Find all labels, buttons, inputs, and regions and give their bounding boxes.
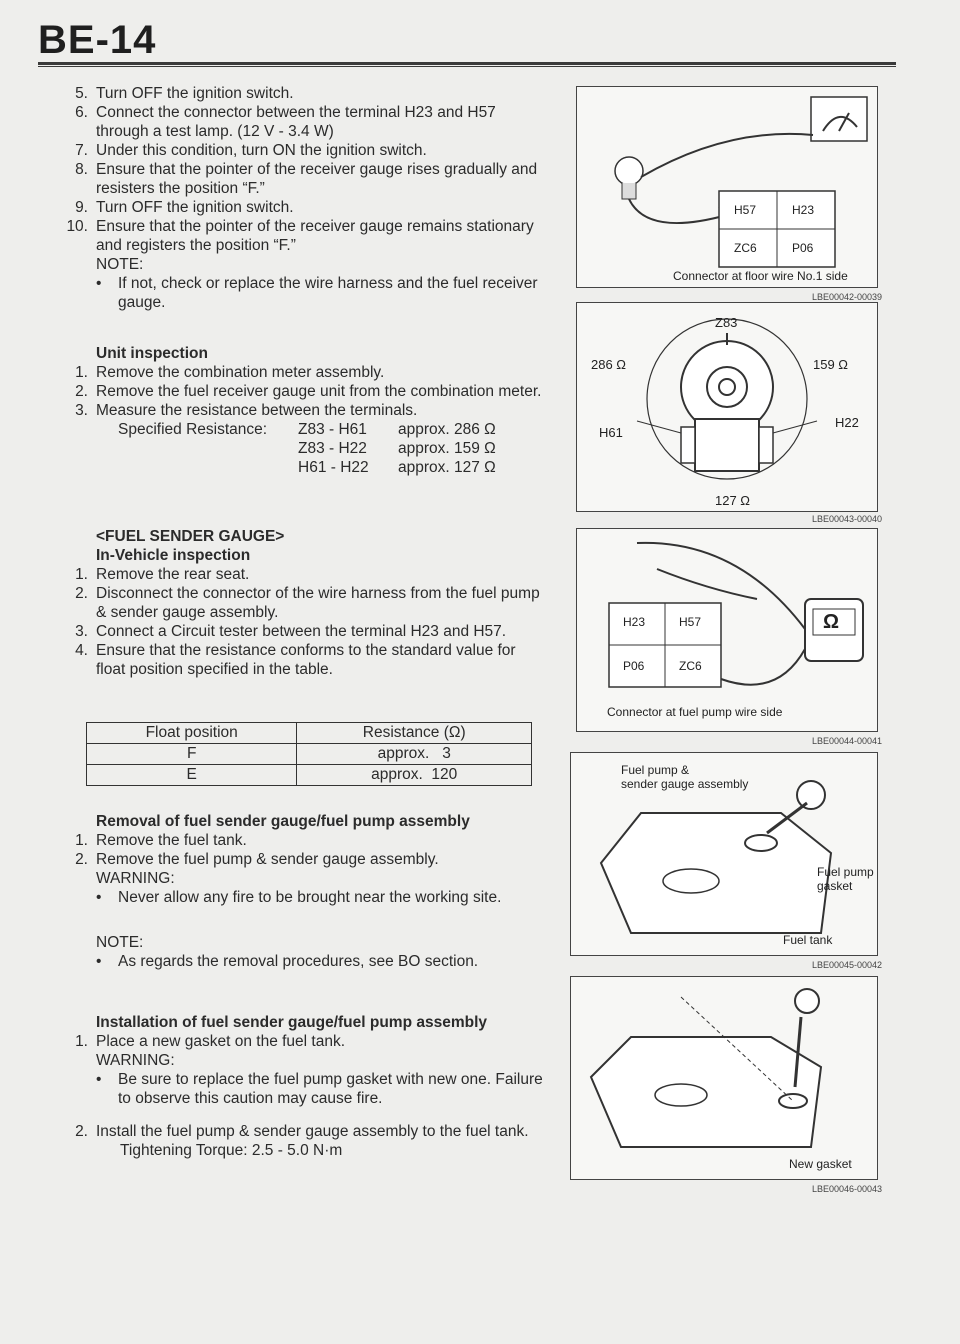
- fuel-sender-section: [58, 527, 548, 679]
- table-cell: F: [87, 744, 297, 765]
- sender-step-1: 1. Remove the rear seat.: [75, 566, 250, 583]
- table-cell: approx. 3: [297, 744, 532, 765]
- float-resistance-table: [86, 722, 532, 786]
- note-label: NOTE:: [96, 256, 144, 273]
- spec-pair-3: H61 - H22: [298, 459, 369, 476]
- terminal-label: Z83: [715, 315, 738, 330]
- warning-label: WARNING:: [96, 1052, 175, 1069]
- table-cell: E: [87, 765, 297, 786]
- warning-bullet: • Never allow any fire to be brought near the working site.: [96, 889, 502, 906]
- header-rule-thin: [38, 66, 896, 67]
- table-cell: approx. 120: [297, 765, 532, 786]
- spec-pair-2: Z83 - H22: [298, 440, 367, 457]
- installation-title: Installation of fuel sender gauge/fuel pump assembly: [96, 1014, 488, 1031]
- connector-cell: ZC6: [734, 241, 757, 255]
- note-bullet: • If not, check or replace the wire harness and the fuel receiver gauge.: [96, 275, 538, 311]
- callout-label: Fuel pump: [817, 865, 874, 879]
- sender-step-4: 4. Ensure that the resistance conforms to the standard value for float position specified in the table.: [75, 642, 516, 678]
- figure-caption: Connector at fuel pump wire side: [607, 705, 783, 719]
- spec-value-1: approx. 286 Ω: [398, 421, 496, 438]
- install-step-2: 2. Install the fuel pump & sender gauge assembly to the fuel tank.: [75, 1123, 529, 1140]
- ignition-steps: [58, 84, 548, 312]
- removal-step-2: 2. Remove the fuel pump & sender gauge assembly.: [75, 851, 439, 868]
- callout-label: New gasket: [789, 1157, 852, 1171]
- table-header: Resistance (Ω): [297, 723, 532, 744]
- sender-step-3: 3. Connect a Circuit tester between the terminal H23 and H57.: [75, 623, 507, 640]
- gasket-install-diagram: [571, 977, 877, 1179]
- test-lamp-icon: [615, 157, 643, 185]
- note-label: NOTE:: [96, 934, 144, 951]
- figure-code: LBE00045-00042: [812, 960, 883, 970]
- ohm-icon: Ω: [823, 611, 840, 633]
- figure-pump-connector: [576, 528, 878, 732]
- callout-label: gasket: [817, 879, 853, 893]
- unit-step-1: 1. Remove the combination meter assembly.: [75, 364, 385, 381]
- unit-inspection-title: Unit inspection: [96, 345, 208, 362]
- gauge-unit-diagram: [577, 303, 877, 511]
- step-8: 8. Ensure that the pointer of the receiver gauge rises gradually and resisters the position “F.”: [75, 161, 538, 197]
- unit-inspection: [58, 344, 548, 477]
- torque-spec: Tightening Torque: 2.5 - 5.0 N·m: [120, 1142, 343, 1159]
- unit-step-2: 2. Remove the fuel receiver gauge unit from the combination meter.: [75, 383, 542, 400]
- resistance-label: 159 Ω: [813, 357, 849, 372]
- figure-floor-connector: [576, 86, 878, 288]
- figure-caption: Connector at floor wire No.1 side: [673, 269, 848, 283]
- step-10: 10. Ensure that the pointer of the receiver gauge remains stationary and registers the position “F.”: [66, 218, 534, 254]
- figure-meter-gauge: [576, 302, 878, 512]
- spec-resistance-table: [58, 420, 548, 477]
- figure-new-gasket: [570, 976, 878, 1180]
- spec-value-2: approx. 159 Ω: [398, 440, 496, 457]
- figure-code: LBE00044-00041: [812, 736, 883, 746]
- terminal-label: H61: [599, 425, 623, 440]
- step-6: 6. Connect the connector between the terminal H23 and H57 through a test lamp. (12 V - 3.4 W): [75, 104, 496, 140]
- unit-step-3: 3. Measure the resistance between the terminals.: [75, 402, 418, 419]
- install-step-1: 1. Place a new gasket on the fuel tank.: [75, 1033, 346, 1050]
- connector-diagram: [577, 87, 877, 287]
- callout-label: Fuel pump &: [621, 763, 690, 777]
- fuel-sender-title: <FUEL SENDER GAUGE>: [96, 528, 285, 545]
- resistance-label: 286 Ω: [591, 357, 627, 372]
- connector-cell: H57: [679, 615, 702, 629]
- connector-cell: H23: [792, 203, 815, 217]
- callout-label: Fuel tank: [783, 933, 833, 947]
- gauge-icon: [811, 97, 867, 141]
- spec-pair-1: Z83 - H61: [298, 421, 367, 438]
- step-7: 7. Under this condition, turn ON the ignition switch.: [75, 142, 427, 159]
- table-header-row: [87, 723, 532, 744]
- table-row: [87, 744, 532, 765]
- header-rule: [38, 62, 896, 65]
- sender-step-2: 2. Disconnect the connector of the wire harness from the fuel pump & sender gauge assembly.: [75, 585, 540, 621]
- connector-cell: ZC6: [679, 659, 702, 673]
- removal-section: [58, 812, 548, 971]
- spec-label: Specified Resistance:: [118, 421, 268, 438]
- table-row: [87, 765, 532, 786]
- connector-cell: P06: [623, 659, 645, 673]
- connector-cell: P06: [792, 241, 814, 255]
- terminal-label: H22: [835, 415, 859, 430]
- figure-code: LBE00043-00040: [812, 514, 883, 524]
- installation-section: [58, 1013, 548, 1160]
- fuel-tank-shape: [601, 813, 831, 933]
- warning-bullet: • Be sure to replace the fuel pump gasket with new one. Failure to observe this caution may cause fire.: [96, 1071, 543, 1107]
- removal-title: Removal of fuel sender gauge/fuel pump assembly: [96, 813, 470, 830]
- connector-cell: H57: [734, 203, 757, 217]
- callout-label: sender gauge assembly: [621, 777, 749, 791]
- page-id: BE-14: [38, 18, 157, 62]
- step-5: 5. Turn OFF the ignition switch.: [75, 85, 294, 102]
- step-9: 9. Turn OFF the ignition switch.: [75, 199, 294, 216]
- removal-step-1: 1. Remove the fuel tank.: [75, 832, 247, 849]
- in-vehicle-title: In-Vehicle inspection: [96, 547, 251, 564]
- figure-code: LBE00046-00043: [812, 1184, 883, 1194]
- resistance-label: 127 Ω: [715, 493, 751, 508]
- table-header: Float position: [87, 723, 297, 744]
- note-bullet: • As regards the removal procedures, see BO section.: [96, 953, 479, 970]
- figure-code: LBE00042-00039: [812, 292, 883, 302]
- spec-value-3: approx. 127 Ω: [398, 459, 496, 476]
- figure-fuel-tank: [570, 752, 878, 956]
- connector-cell: H23: [623, 615, 646, 629]
- warning-label: WARNING:: [96, 870, 175, 887]
